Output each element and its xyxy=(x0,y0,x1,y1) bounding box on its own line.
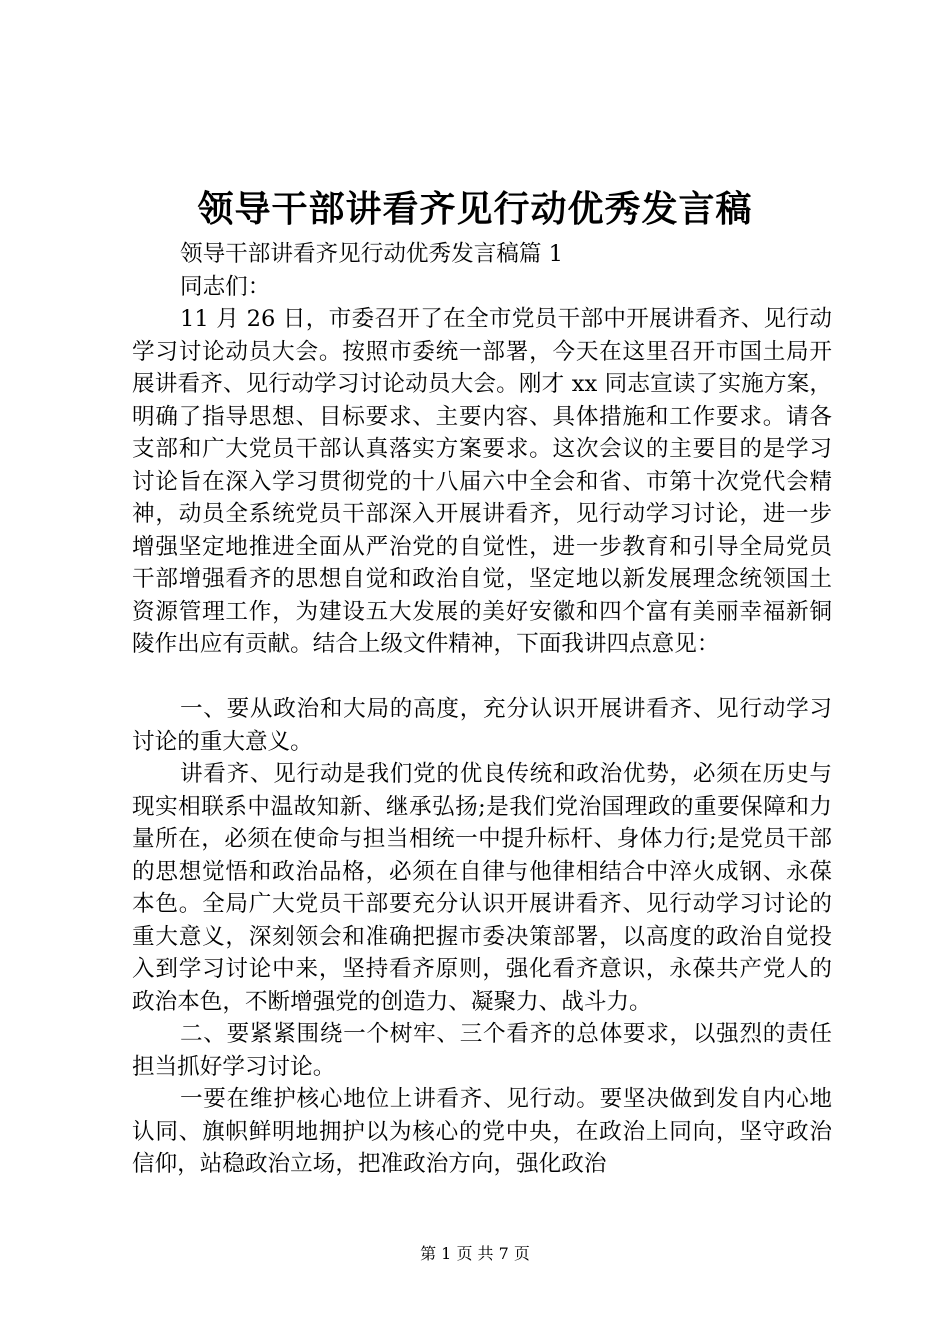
section-heading: 一、要从政治和大局的高度，充分认识开展讲看齐、见行动学习讨论的重大意义。 xyxy=(132,696,832,755)
page-number-footer: 第 1 页 共 7 页 xyxy=(420,1244,530,1263)
salutation: 同志们： xyxy=(180,273,271,300)
document-body xyxy=(132,238,832,1181)
paragraph: 讲看齐、见行动是我们党的优良传统和政治优势，必须在历史与现实相联系中温故知新、继承弘扬;是我们党治国理政的重要保障和力量所在，必须在使命与担当相统一中提升标杆、身体力行;是党员干部的思想觉悟和政治品格，必须在自律与他律相结合中淬火成钢、永葆本色。全局广大党员干部要充分认识开展讲看齐、见行动学习讨论的重大意义，深刻领会和准确把握市委决策部署，以高度的政治自觉投入到学习讨论中来，坚持看齐原则，强化看齐意识，永葆共产党人的政治本色，不断增强党的创造力、凝聚力、战斗力。 xyxy=(132,761,832,1015)
section-heading: 二、要紧紧围绕一个树牢、三个看齐的总体要求，以强烈的责任担当抓好学习讨论。 xyxy=(132,1021,832,1080)
document-title: 领导干部讲看齐见行动优秀发言稿 xyxy=(197,189,753,230)
paragraph: 一要在维护核心地位上讲看齐、见行动。要坚决做到发自内心地认同、旗帜鲜明地拥护以为核心的党中央，在政治上同向，坚守政治信仰，站稳政治立场，把准政治方向，强化政治 xyxy=(132,1086,832,1177)
paragraph: 11 月 26 日，市委召开了在全市党员干部中开展讲看齐、见行动学习讨论动员大会。按照市委统一部署，今天在这里召开市国土局开展讲看齐、见行动学习讨论动员大会。刚才 xx 同志宣读了实施方案，明确了指导思想、目标要求、主要内容、具体措施和工作要求。请各支部和广大党员干部认真落实方案要求。这次会议的主要目的是学习讨论旨在深入学习贯彻党的十八届六中全会和省、市第十次党代会精神，动员全系统党员干部深入开展讲看齐，见行动学习讨论，进一步增强坚定地推进全面从严治党的自觉性，进一步教育和引导全局党员干部增强看齐的思想自觉和政治自觉，坚定地以新发展理念统领国土资源管理工作，为建设五大发展的美好安徽和四个富有美丽幸福新铜陵作出应有贡献。结合上级文件精神，下面我讲四点意见： xyxy=(132,306,832,657)
paragraph-spacer xyxy=(132,661,832,694)
document-subtitle: 领导干部讲看齐见行动优秀发言稿篇 1 xyxy=(180,241,564,267)
